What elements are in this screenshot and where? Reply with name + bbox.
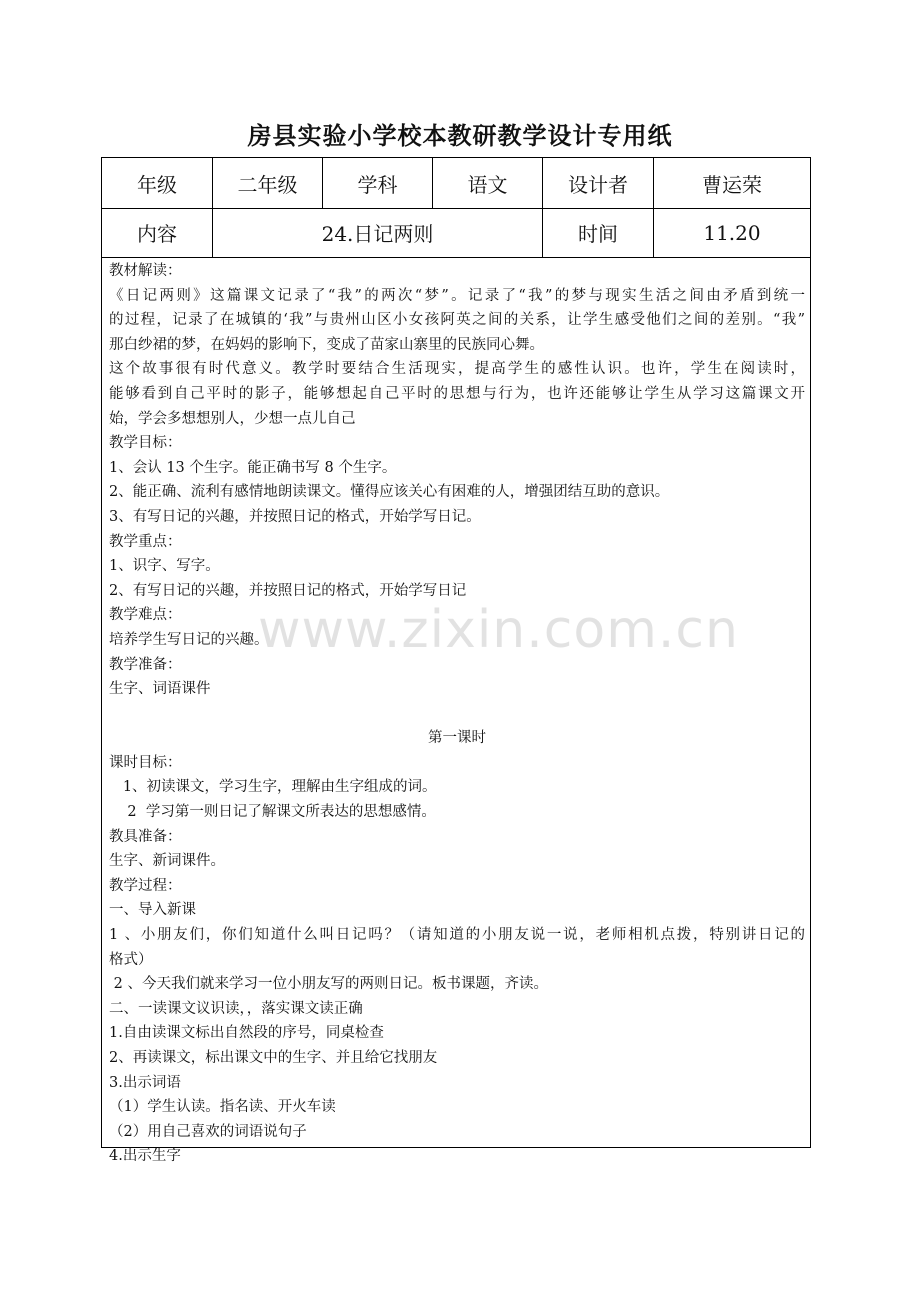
body-line: 2、能正确、流利有感情地朗读课文。懂得应该关心有困难的人，增强团结互助的意识。	[109, 484, 670, 501]
body-line: 生字、词语课件	[109, 681, 211, 698]
body-line: 2 学习第一则日记了解课文所表达的思想感情。	[109, 804, 436, 821]
section-heading: 教学目标：	[109, 435, 182, 452]
lesson-period-title: 第一课时	[428, 730, 486, 747]
body-line: 2、有写日记的兴趣，并按照日记的格式，开始学写日记	[109, 582, 467, 599]
body-line: 教材解读：	[109, 263, 182, 279]
body-line: 二、一读课文议识读，，落实课文读正确	[109, 1000, 363, 1017]
body-line: 1 、小朋友们，你们知道什么叫日记吗？（请知道的小朋友说一说，老师相机点拨，特别讲日记的	[109, 927, 805, 944]
body-line: 1、识字、写字。	[109, 558, 220, 575]
body-line: 一、导入新课	[109, 902, 196, 919]
designer-value: 曹运荣	[653, 158, 810, 208]
section-heading: 教具准备：	[109, 828, 182, 845]
section-heading: 教学准备：	[109, 656, 182, 673]
designer-label: 设计者	[542, 158, 653, 208]
grade-value: 二年级	[212, 158, 322, 208]
subject-label: 学科	[322, 158, 432, 208]
body-line: 培养学生写日记的兴趣。	[109, 631, 269, 648]
blank-line	[109, 702, 805, 727]
body-line: 《日记两则》这篇课文记录了“我”的两次“梦”。记录了“我”的梦与现实生活之间由矛盾到统一	[109, 287, 805, 304]
body-line: 1、会认 13 个生字。能正确书写 8 个生字。	[109, 459, 397, 476]
time-value: 11.20	[653, 208, 810, 257]
body-line: 能够看到自己平时的影子，能够想起自己平时的思想与行为，也许还能够让学生从学习这篇课文开	[109, 385, 805, 402]
body-line: （2）用自己喜欢的词语说句子	[109, 1123, 307, 1140]
body-line: 始，学会多想想别人，少想一点儿自己	[109, 410, 356, 427]
body-line: 的过程，记录了在城镇的‘我”与贵州山区小女孩阿英之间的关系，让学生感受他们之间的差别。“我”	[109, 312, 805, 329]
body-line: 生字、新词课件。	[109, 853, 225, 870]
body-line: 4.出示生字	[109, 1148, 181, 1165]
body-line: 1.自由读课文标出自然段的序号，同桌检查	[109, 1025, 384, 1042]
time-label: 时间	[542, 208, 653, 257]
lesson-body	[109, 259, 805, 1169]
section-heading: 课时目标：	[109, 754, 182, 771]
section-heading: 教学难点：	[109, 607, 182, 624]
watermark: www.zixin.com.cn	[258, 600, 739, 660]
body-line: 3.出示词语	[109, 1074, 181, 1091]
header-row-1	[102, 158, 810, 209]
body-line: 这个故事很有时代意义。教学时要结合生活现实，提高学生的感性认识。也许，学生在阅读时，	[109, 361, 805, 378]
body-line: 3、有写日记的兴趣，并按照日记的格式，开始学写日记。	[109, 508, 481, 525]
section-heading: 教学重点：	[109, 533, 182, 550]
body-line: 2、再读课文，标出课文中的生字、并且给它找朋友	[109, 1050, 438, 1066]
content-label: 内容	[137, 222, 177, 246]
page-title: 房县实验小学校本教研教学设计专用纸	[247, 122, 673, 150]
section-heading: 教学过程：	[109, 877, 182, 894]
content-value: 24.日记两则	[212, 208, 542, 257]
header-row-2	[102, 208, 810, 258]
body-line: 格式）	[109, 951, 153, 968]
subject-value: 语文	[432, 158, 542, 208]
body-line: 1、初读课文，学习生字，理解由生字组成的词。	[109, 779, 437, 796]
body-line: 那白纱裙的梦，在妈妈的影响下，变成了苗家山寨里的民族同心舞。	[109, 336, 544, 353]
grade-label: 年级	[137, 172, 177, 197]
body-line: 2 、今天我们就来学习一位小朋友写的两则日记。板书课题，齐读。	[109, 976, 548, 993]
body-line: （1）学生认读。指名读、开火车读	[109, 1099, 336, 1116]
